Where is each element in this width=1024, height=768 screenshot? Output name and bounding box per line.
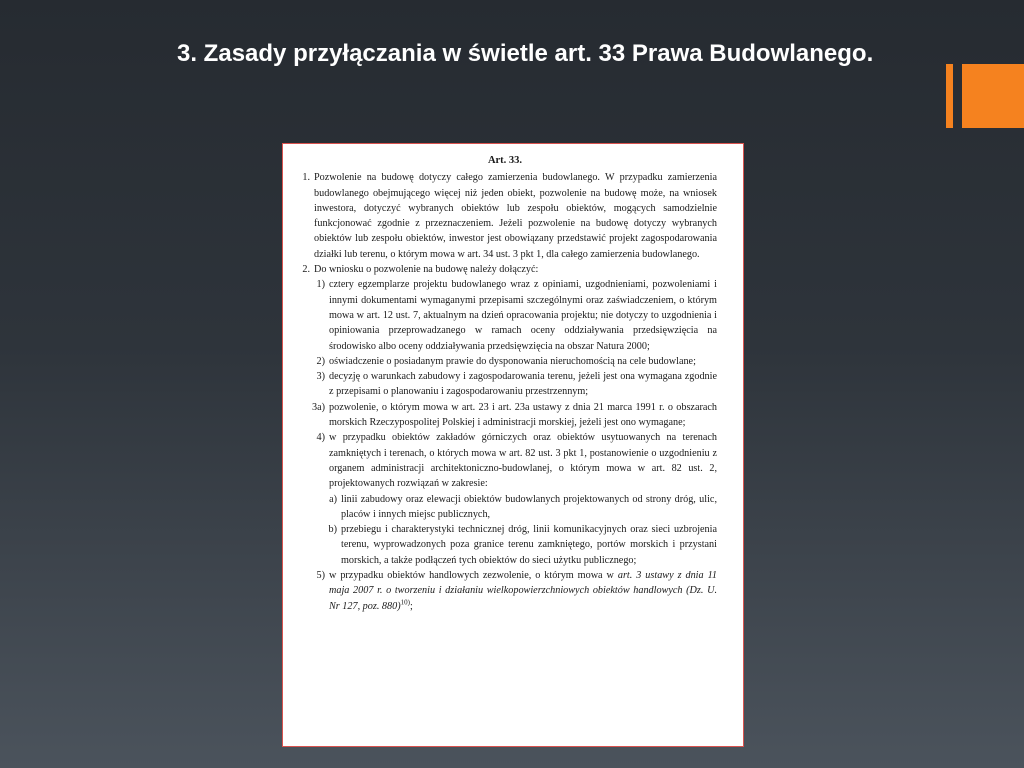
list-item-3a [293,400,717,431]
item-text: w przypadku obiektów handlowych zezwolenie, o którym mowa w [329,570,618,582]
sub-item-letter: b) [328,524,337,536]
footnote-marker: 10) [400,598,410,607]
sub-item-b [293,522,717,568]
sub-item-text: linii zabudowy oraz elewacji obiektów budowlanych projektowanych od strony dróg, ulic, placów i innych miejsc publicznych, [341,493,717,520]
item-text: pozwolenie, o którym mowa w art. 23 i art. 23a ustawy z dnia 21 marca 1991 r. o obszarach morskich Rzeczypospolitej Polskiej i administracji morskiej, jeżeli jest ono wymagane; [329,401,717,429]
item-number: 5) [316,570,325,582]
item-text: decyzję o warunkach zabudowy i zagospodarowania terenu, jeżeli jest ona wymagana zgodnie z przepisami o planowaniu i zagospodarowaniu przestrzennym; [329,371,717,398]
list-item-3 [293,369,717,400]
document-scan [282,143,744,747]
list-item-5 [293,568,717,614]
item-text-italic: art. 3 ustawy z dnia 11 maja 2007 r. o tworzeniu i działaniu wielkopowierzchniowych obiektów handlowych (Dz. U. Nr 127, poz. 880) [329,570,717,612]
item-text-end: ; [409,600,413,612]
list-item-1 [293,277,717,353]
accent-bar-thick [962,64,1024,128]
sub-item-letter: a) [329,493,337,505]
item-number: 2) [316,355,325,367]
paragraph-number: 2. [302,264,310,276]
paragraph-text: Do wniosku o pozwolenie na budowę należy dołączyć: [314,264,539,276]
item-text: w przypadku obiektów zakładów górniczych oraz obiektów usytuowanych na terenach zamkniętych i terenach, o których mowa w art. 82 ust. 3 pkt 1, postanowienie o uzgodnieniu z organem administracji architektoniczno-budowlanej, o którym mowa w art. 82 ust. 2, projektowanych rozwiązań w zakresie: [329,432,717,490]
list-item-4 [293,430,717,491]
list-item-2 [293,354,717,369]
slide-title: 3. Zasady przyłączania w świetle art. 33 Prawa Budowlanego. [177,40,874,67]
paragraph-text: Pozwolenie na budowę dotyczy całego zamierzenia budowlanego. W przypadku zamierzenia budowlanego obejmującego więcej niż jeden obiekt, pozwolenie na budowę może, na wniosek inwestora, dotyczyć wybranych obiektów lub zespołu obiektów, mogących samodzielnie funkcjonować zgodnie z przeznaczeniem. Jeżeli pozwolenie na budowę dotyczy wybranych obiektów lub zespołu obiektów, inwestor jest obowiązany przedstawić projekt zagospodarowania działki lub terenu, o którym mowa w art. 34 ust. 3 pkt 1, dla całego zamierzenia budowlanego. [314,172,717,260]
accent-bar-thin [946,64,953,128]
item-number: 3) [316,371,325,383]
item-text: cztery egzemplarze projektu budowlanego wraz z opiniami, uzgodnieniami, pozwoleniami i innymi dokumentami wymaganymi przepisami szczególnymi oraz zaświadczeniem, o którym mowa w art. 12 ust. 7, aktualnym na dzień opracowania projektu; nie dotyczy to uzgodnienia i opiniowania przeprowadzanego w ramach oceny oddziaływania przedsięwzięcia na środowisko albo oceny oddziaływania przedsięwzięcia na obszar Natura 2000; [329,279,717,352]
item-number: 3a) [311,401,325,413]
item-text: oświadczenie o posiadanym prawie do dysponowania nieruchomością na cele budowlane; [329,355,696,367]
paragraph-number: 1. [302,172,310,184]
article-heading: Art. 33. [487,155,523,166]
item-number: 4) [316,432,325,444]
sub-item-a [293,492,717,523]
sub-item-text: przebiegu i charakterystyki technicznej dróg, linii komunikacyjnych oraz sieci uzbrojenia terenu, wyprowadzonych poza granice terenu zamkniętego, portów morskich i przystani morskich, a także podłączeń tych obiektów do sieci użytku publicznego; [341,524,717,566]
paragraph-2 [293,262,717,277]
paragraph-1 [293,170,717,262]
item-number: 1) [316,279,325,291]
